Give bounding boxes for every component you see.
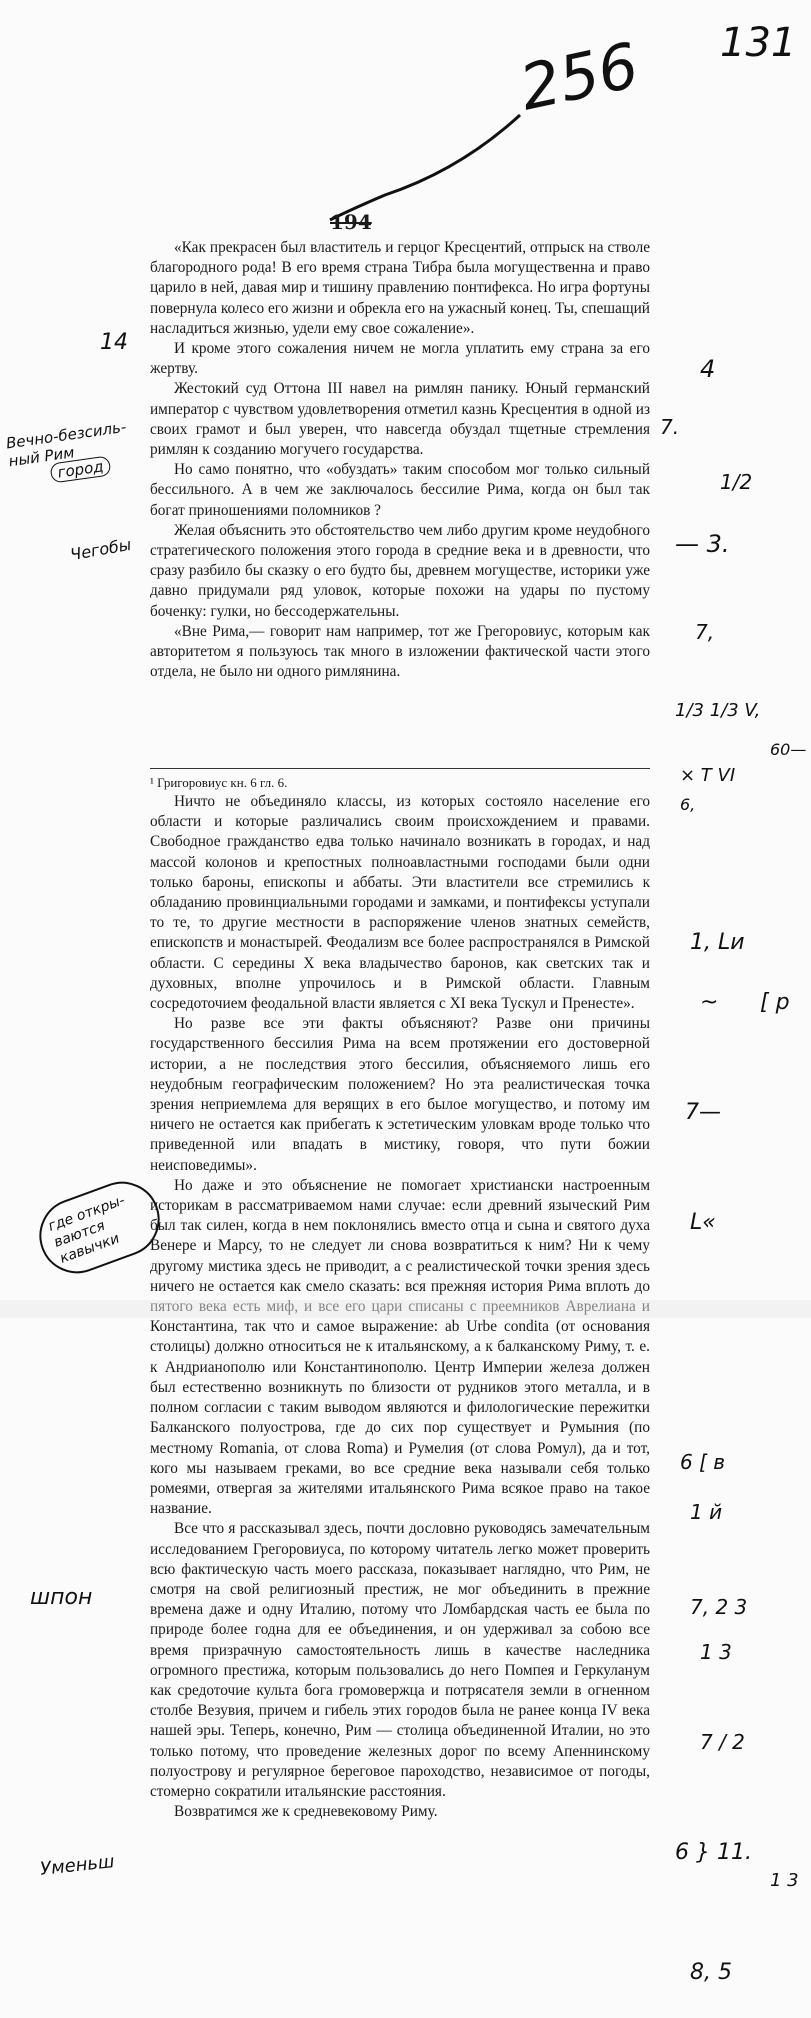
paragraph: Возвратимся же к средневековому Риму. bbox=[174, 1803, 438, 1821]
archive-number: 256 bbox=[513, 28, 645, 125]
right-mark-19: 7 / 2 bbox=[700, 1730, 745, 1754]
page-number: 194 bbox=[330, 210, 372, 234]
paragraph: Желая объяснить это обстоятельство чем либо другим кроме неудобного стратегического положения этого города в средние века и в древности, что сразу разбило бы сказку о его будто бы, древнем могуществе, историки уже давно придумали ряд уловок, которые похожи на удары по пустому боченку: гулки, но бессодержательны. bbox=[150, 521, 650, 620]
right-mark-17: 7, 2 3 bbox=[690, 1595, 748, 1619]
right-mark-13: 7— bbox=[685, 1100, 721, 1125]
right-mark-20: 6 } 11. bbox=[675, 1840, 752, 1865]
paper-fold bbox=[0, 1300, 811, 1318]
right-mark-12: [ р bbox=[760, 990, 790, 1015]
right-mark-21: 1 3 bbox=[770, 1870, 799, 1891]
footnote: ¹ Григоровиус кн. 6 гл. 6. bbox=[150, 775, 288, 790]
paragraph: «Вне Рима,— говорит нам например, тот же Грегоровиус, которым как авторитетом я пользуюсь так много в изложении фактической части этого отдела, не было ни одного римлянина. bbox=[150, 622, 650, 681]
right-mark-3: 1/2 bbox=[720, 470, 753, 494]
right-mark-22: 8, 5 bbox=[690, 1960, 732, 1985]
right-mark-2: 7. bbox=[660, 415, 680, 439]
right-mark-9: 6, bbox=[680, 795, 696, 814]
paragraph: Но даже и это объяснение не помогает христиански настроенным историкам в рассматриваемом нами случае: если древний языческий Рим был так силен, когда в нем поклонялись вместо отца и сына и святого духа Венере и Марсу, то не следует ли снова возвратиться к ним? Ни к чему другому мистика здесь не приводит, а с реалистической точки зрения здесь ничего не остается как смело сказать: вся прежняя история Рима вплоть до Константина, так что и самое выражение: ab Urbe condita (от основания столицы) должно относиться не к итальянскому, а к балканскому Риму, т. е. к Андрианополю или Константинополю. Центр Империи железа должен был естественно возникнуть по близости от рудников этого металла, и в полном согласии с таким выводом являются и филологические пережитки Балканского полуострова, где до сих пор существует и Румыния (по местному Romania, от слова Roma) и Румелия (от слова Ромул), да и тот, кого мы называем греками, во все средние века называли себя только ромеями, отвергая за жителями итальянского Рима всякое право на такое название. bbox=[150, 1176, 650, 1518]
margin-note-quotes: где откры-ваются кавычки bbox=[29, 1171, 170, 1284]
right-mark-1: 4 bbox=[700, 355, 716, 383]
right-mark-15: 6 [ в bbox=[680, 1450, 726, 1474]
margin-note-shpon: шпон bbox=[30, 1585, 93, 1610]
margin-note-left-14: 14 bbox=[100, 330, 128, 355]
paragraph: «Как прекрасен был властитель и герцог Кресцентий, отпрыск на стволе благородного рода! В его время страна Тибра была могущественна и право царило в ней, давая мир и тишину правлению понтифекса. Но игра фортуны повернула колесо его жизни и обрекла его на ужасный конец. Ты, спешащий насладиться жизнью, удели ему свое сожаление». bbox=[150, 239, 650, 337]
paragraph: Но разве все эти факты объясняют? Разве они причины государственного бессилия Рима на всем протяжении его достоверной истории, а не последствия этого бессилия, объясняемого лишь его неудобным географическим положением? Но эта реалистическая точка зрения неприемлема для верящих в его былое могущество, и потому им ничего не остается как прибегать к эстетическим уловкам вроде только что приведенной или впадать в мистику, говоря, что пути божии неисповедимы». bbox=[150, 1015, 650, 1174]
paragraph: Жестокий суд Оттона III навел на римлян панику. Юный германский император с чувством удовлетворения отметил казнь Кресцентия в одной из своих грамот и был уверен, что навсегда обуздал тщетные стремления римлян к созданию могучего государства. bbox=[150, 380, 650, 459]
right-mark-6: 1/3 1/3 V, bbox=[675, 700, 761, 721]
right-mark-4: — 3. bbox=[675, 530, 730, 558]
right-mark-5: 7, bbox=[695, 620, 715, 644]
corner-number: 131 bbox=[720, 20, 797, 66]
paragraph: Но само понятно, что «обуздать» таким способом мог только сильный бессильного. А в чем же заключалось бессилие Рима, когда он был так богат приношениями поломников ? bbox=[150, 461, 650, 519]
right-mark-7: 60— bbox=[770, 740, 807, 759]
paragraph: И кроме этого сожаления ничем не могла уплатить ему страна за его жертву. bbox=[150, 340, 650, 378]
paragraph: Все что я рассказывал здесь, почти дословно руководясь замечательным исследованием Грегоровиуса, по которому читатель легко может проверить всю фактическую часть моего рассказа, показывает наглядно, что Рим, не смотря на свой религиозный престиж, не мог объединить в прежние времена даже и одну Италию, потому что Ломбардская часть ее была по природе более годна для ее объединения, и он удерживал за собою все время призрачную самостоятельность лишь в качестве наследника огромного престижа, которым пользовались до него Помпея и Геркуланум как средоточие культа бога громовержца и потрясателя земли в огненном столбе Везувия, причем и гибель этих городов была не ранее конца IV века нашей эры. Теперь, конечно, Рим — столица объединенной Италии, но это только потому, что проведение железных дорог по всему Апеннинскому полуострову и регулярное береговое пароходство, независимое от погоды, стомерно сократили итальянские расстояния. bbox=[150, 1520, 650, 1800]
right-mark-16: 1 й bbox=[690, 1500, 723, 1524]
paragraph: Ничто не объединяло классы, из которых состояло население его области и которые различались своим происхождением и правами. Свободное гражданство едва только начинало возникать в городах, и над массой колонов и крепостных полноавластными господами были одни только бароны, епископы и аббаты. Эти властители все стремились к обладанию провинциальными городами и замками, и понтифексы уступали то те, то другие местности в распоряжение членов знатных семейств, епископств и монастырей. Феодализм все более распространялся в Римской области. С середины X века владычество баронов, как светских так и духовных, вполне упрочилось и в Римской области. Главным сосредоточием феодальной власти является с XI века Тускул и Пренесте». bbox=[150, 793, 650, 1013]
right-mark-8: × T VI bbox=[680, 765, 736, 786]
margin-note-eternal-rome: Вечно-безсиль-ный Рим город bbox=[4, 417, 128, 482]
right-mark-11: ~ bbox=[700, 990, 719, 1015]
body-text-1 bbox=[150, 238, 650, 682]
right-mark-10: 1, Lи bbox=[690, 930, 745, 955]
right-mark-14: L« bbox=[690, 1210, 716, 1235]
right-mark-18: 1 3 bbox=[700, 1640, 732, 1664]
footnote-rule bbox=[150, 768, 650, 769]
pen-stroke bbox=[0, 0, 811, 240]
margin-note-chegoby: Чегобы bbox=[68, 534, 133, 565]
margin-note-umensh: Уменьш bbox=[39, 1851, 116, 1880]
